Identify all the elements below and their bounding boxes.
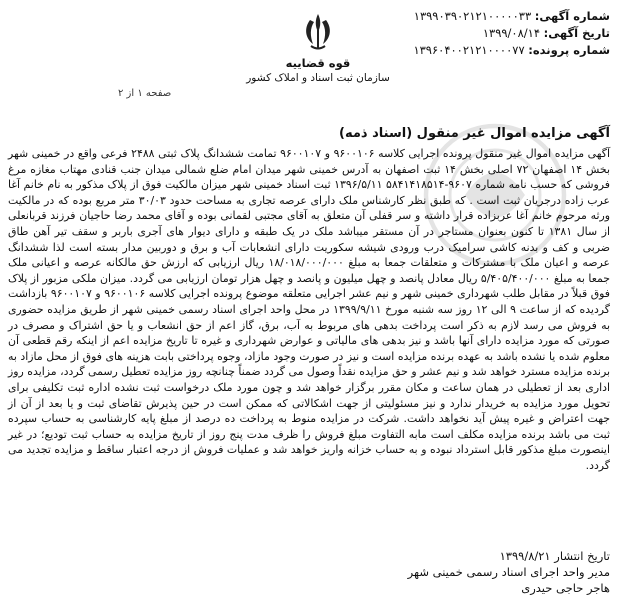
org-line2: سازمان ثبت اسناد و املاک کشور [246, 72, 390, 84]
org-line1: قوه قضاییه [285, 56, 351, 70]
notice-date-row [340, 25, 610, 42]
notice-number-label: شماره آگهی: [534, 9, 610, 23]
notice-title: آگهی مزایده اموال غیر منقول (اسناد ذمه) [339, 126, 610, 141]
notice-date-label: تاریخ آگهی: [543, 26, 610, 40]
notice-body-paragraph: آگهی مزایده اموال غیر منقول پرونده اجرایی کلاسه ۹۶۰۰۱۰۶ و ۹۶۰۰۱۰۷ تمامت ششدانگ پلاک ثبتی ۲۴۸۸ فرعی واقع در خمینی شهر بخش ۱۴ اصفهان ۷۲ اصلی بخش ۱۴ ثبت اصفهان به آدرس خمینی شهر میدان امام ضلع شمالی میدان جنب قنادی مهتاب مغازه مرغ فروشی که حسب نامه شماره ۹۶۰۷-۵۸۴۱۴۱۸۵۱۴ ۱۳۹۶/۵/۱۱ ثبت اسناد خمینی شهر میزان مالکیت فوق از پلاک مذکور به نام خانم آغا عرب زاده درجریان ثبت است . که طبق نظر کارشناس ملک دارای عرصه تجاری به مساحت حدود ۳۰/۰۳ متر مربع بوده که در مالکیت ورثه مرحوم خانم آغا عربزاده قرار داشته و سر قفلی آن متعلق به آقای مجتبی لقمانی بوده و آقای محمد رضا حاجیان فرزند قربانعلی از سال ۱۳۸۱ تا کنون بعنوان مستاجر در آن مستقر میباشد ملک در یک طبقه و دارای دیوار های آجری باربر و سقف تیر آهن طاق ضربی و کف و بدنه کاشی سرامیک درب ورودی شیشه سکوریت دارای انشعابات آب و برق و دوربین مدار بسته است لذا ششدانگ عرصه و اعیان ملک با مشترکات و متعلقات جمعا به مبلغ ۱۸/۰۱۸/۰۰۰/۰۰۰ ریال ارزیابی که ارزش حق مالکانه عرصه و اعیانی ملک جمعا به مبلغ ۵/۴۰۵/۴۰۰/۰۰۰ ریال معادل پانصد و چهل میلیون و پانصد و چهل هزار تومان ارزیابی می گردد. میزان ملکی مزبور از پلاک فوق قبلاً در مقابل طلب شهرداری خمینی شهر و نیم عشر اجرایی متعلقه موضوع پرونده اجرایی کلاسه ۹۶۰۰۱۰۶ و ۹۶۰۰۱۰۷ بازداشت گردیده که از ساعت ۹ الی ۱۲ روز سه شنبه مورخ ۱۳۹۹/۹/۱۱ در محل واحد اجرای اسناد رسمی خمینی شهر از طریق مزایده حضوری به فروش می رسد لازم به ذکر است پرداخت بدهی های مربوط به آب، برق، گاز اعم از حق انشعاب و یا حق اشتراک و مصرف در صورتی که مورد مزایده دارای آنها باشد و نیز بدهی های مالیاتی و عوارض شهرداری و غیره تا تاریخ مزایده اعم از اینکه رقم قطعی آن معلوم شده یا نشده باشد به عهده برنده مزایده است و نیز در صورت وجود مازاد، وجوه پرداختی بابت هزینه های فوق از محل مازاد به برنده مزایده مسترد خواهد شد و نیم عشر و حق مزایده نقداً وصول می گردد ضمناً چنانچه روز مزایده تعطیل رسمی گردد، مزایده روز اداری بعد از تعطیلی در همان ساعت و مکان مقرر برگزار خواهد شد و چون مورد ملک درخواست ثبت نشده اداره ثبت تکلیفی برای تحویل مورد مزایده به خریدار ندارد و نیز مسئولیتی از جهت اشکالاتی که ممکن است در حین پذیرش تقاضای ثبت و یا بعد از آن از جهت اعتراض و غیره پیش آید نخواهد داشت. شرکت در مزایده منوط به پرداخت ده درصد از مبلغ پایه کارشناسی به حساب سپرده ثبت می باشد برنده مزایده مکلف است مابه التفاوت مبلغ فروش را ظرف مدت پنج روز از تاریخ مزایده به حساب ثبت تودیع؛ در غیر اینصورت مبلغ مذکور قابل استرداد نبوده و به حساب خزانه واریز خواهد شد و عملیات فروش از درجه اعتبار ساقط و مزایده تجدید می گردد. [8, 147, 611, 472]
organization-block [210, 56, 426, 86]
iran-emblem-icon [296, 10, 340, 54]
notice-number-value: ۱۳۹۹۰۳۹۰۲۱۲۱۰۰۰۰۰۳۳ [413, 9, 532, 23]
file-number-label: شماره پرونده: [528, 43, 610, 57]
signatory-name: هاجر حاجی حیدری [521, 581, 610, 595]
notice-footer [8, 548, 610, 596]
notice-number-row [340, 8, 610, 25]
signatory-title: مدیر واحد اجرای اسناد رسمی خمینی شهر [407, 565, 610, 579]
notice-date-value: ۱۳۹۹/۰۸/۱۴ [482, 26, 541, 40]
page-number: صفحه ۱ از ۲ [118, 88, 172, 99]
file-number-value: ۱۳۹۶۰۴۰۰۲۱۲۱۰۰۰۰۷۷ [413, 43, 525, 57]
notice-body [8, 146, 610, 473]
notice-meta [340, 8, 610, 59]
publish-date: تاریخ انتشار ۱۳۹۹/۸/۲۱ [499, 549, 610, 563]
